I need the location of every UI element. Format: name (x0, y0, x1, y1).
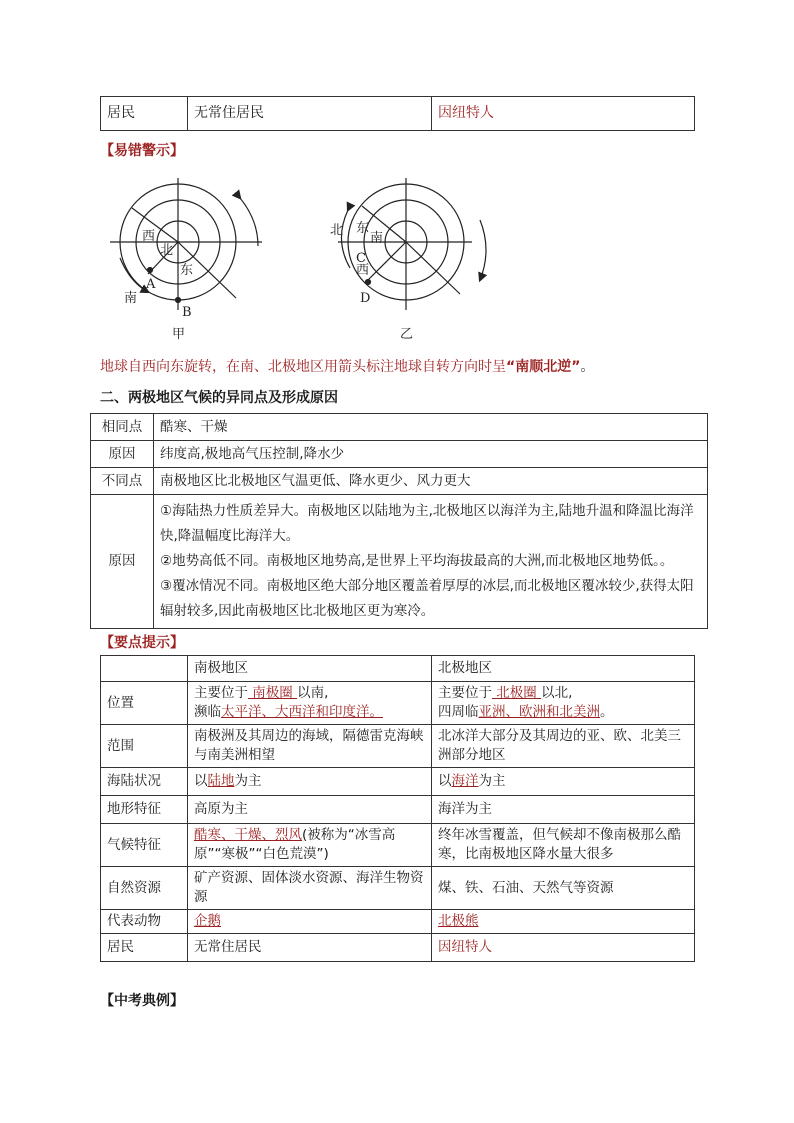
position-south-line2-pre: 濒临 (194, 704, 221, 720)
rotation-note-highlight: “南顺北逆” (506, 359, 581, 375)
north-cell: 因纽特人 (432, 97, 695, 131)
keypoints-table (100, 655, 695, 962)
warning-heading: 【易错警示】 (100, 143, 184, 159)
jia-south-label: 南 (124, 291, 138, 306)
keypoints-heading: 【要点提示】 (100, 635, 184, 651)
table-row (101, 768, 695, 796)
antarctic-circle: 南极圈 (248, 685, 298, 701)
land-sea-south (188, 768, 432, 796)
jia-point-b: B (182, 305, 192, 320)
climate-north: 终年冰雪覆盖，但气候却不像南极那么酷寒，比南极地区降水量大很多 (432, 824, 695, 867)
jia-west-label: 西 (142, 229, 156, 244)
yi-point-c: C (356, 251, 366, 266)
yi-north-label: 北 (330, 223, 344, 238)
position-south (188, 682, 432, 725)
row-content: 酷寒、干燥 (154, 414, 708, 441)
arctic-circle: 北极圈 (492, 685, 542, 701)
table-row (101, 656, 695, 682)
resources-north: 煤、铁、石油、天然气等资源 (432, 867, 695, 910)
table-row (101, 682, 695, 725)
top-residents-table (100, 96, 695, 131)
position-north (432, 682, 695, 725)
polar-rotation-diagrams (100, 170, 520, 345)
row-label: 气候特征 (101, 824, 188, 867)
row-label: 位置 (101, 682, 188, 725)
jia-north-label: 北 (160, 243, 174, 258)
table-row (91, 414, 708, 441)
jia-point-a: A (146, 277, 156, 292)
animal-south (188, 910, 432, 934)
yi-south-label: 南 (370, 231, 384, 246)
climate-south (188, 824, 432, 867)
rotation-note-end: 。 (580, 359, 595, 375)
row-content: 南极地区比北极地区气温更低、降水更少、风力更大 (154, 468, 708, 495)
row-label: 地形特征 (101, 796, 188, 824)
table-row (101, 725, 695, 768)
jia-caption: 甲 (172, 327, 186, 342)
row-label: 海陆状况 (101, 768, 188, 796)
polar-bear: 北极熊 (438, 913, 479, 929)
land-sea-north-pre: 以 (438, 773, 452, 789)
row-label: 范围 (101, 725, 188, 768)
example-heading: 【中考典例】 (100, 993, 184, 1009)
animal-north (432, 910, 695, 934)
position-north-line2-pre: 四周临 (438, 704, 479, 720)
table-row (91, 495, 708, 629)
table-row (101, 910, 695, 934)
land-sea-south-pre: 以 (194, 773, 208, 789)
resources-south: 矿产资源、固体淡水资源、海洋生物资源 (188, 867, 432, 910)
row-label: 原因 (91, 495, 154, 629)
yi-caption: 乙 (400, 327, 414, 342)
header-north: 北极地区 (432, 656, 695, 682)
land-sea-south-key: 陆地 (207, 773, 235, 789)
land-sea-south-post: 为主 (234, 773, 262, 789)
row-label: 自然资源 (101, 867, 188, 910)
climate-south-key: 酷寒、干燥、烈风 (194, 827, 302, 843)
yi-point-d: D (360, 291, 371, 306)
table-row (101, 97, 695, 131)
row-label: 居民 (101, 97, 188, 131)
south-cell: 无常住居民 (188, 97, 432, 131)
north-continents: 亚洲、欧洲和北美洲 (478, 704, 600, 720)
jia-east-label: 东 (180, 263, 194, 278)
position-north-post: 以北, (541, 685, 573, 701)
position-south-post: 以南, (297, 685, 329, 701)
table-row (101, 796, 695, 824)
section2-title: 二、两极地区气候的异同点及形成原因 (100, 390, 338, 406)
row-label: 原因 (91, 441, 154, 468)
table-row (101, 824, 695, 867)
table-row (91, 441, 708, 468)
position-north-line2-post: 。 (600, 704, 614, 720)
land-sea-north-key: 海洋 (451, 773, 479, 789)
scope-south: 南极洲及其周边的海域，隔德雷克海峡与南美洲相望 (188, 725, 432, 768)
row-label: 代表动物 (101, 910, 188, 934)
header-blank (101, 656, 188, 682)
climate-south-rest: (被称为“冰雪高原”“寒极”“白色荒漠”) (194, 827, 396, 862)
reason-item: ②地势高低不同。南极地区地势高,是世界上平均海拔最高的大洲,而北极地区地势低。。 (160, 553, 674, 569)
rotation-note-main: 地球自西向东旋转，在南、北极地区用箭头标注地球自转方向时呈 (100, 359, 506, 375)
terrain-south: 高原为主 (188, 796, 432, 824)
penguin: 企鹅 (194, 913, 221, 929)
position-south-pre: 主要位于 (194, 685, 248, 701)
row-label: 相同点 (91, 414, 154, 441)
table-row (101, 867, 695, 910)
yi-west-label: 西 (356, 263, 370, 278)
table-row (101, 934, 695, 962)
header-south: 南极地区 (188, 656, 432, 682)
row-content: 纬度高,极地高气压控制,降水少 (154, 441, 708, 468)
row-label: 不同点 (91, 468, 154, 495)
row-label: 居民 (101, 934, 188, 962)
reasons-cell (154, 495, 708, 629)
climate-table (90, 413, 708, 629)
position-north-pre: 主要位于 (438, 685, 492, 701)
rotation-note (100, 356, 594, 376)
residents-north: 因纽特人 (432, 934, 695, 962)
land-sea-north (432, 768, 695, 796)
reason-item: ③覆冰情况不同。南极地区绝大部分地区覆盖着厚厚的冰层,而北极地区覆冰较少,获得太阳辐射较多,因此南极地区比北极地区更为寒冷。 (160, 578, 694, 619)
residents-south: 无常住居民 (188, 934, 432, 962)
table-row (91, 468, 708, 495)
land-sea-north-post: 为主 (478, 773, 506, 789)
scope-north: 北冰洋大部分及其周边的亚、欧、北美三洲部分地区 (432, 725, 695, 768)
yi-east-label: 东 (356, 221, 370, 236)
reason-item: ①海陆热力性质差异大。南极地区以陆地为主,北极地区以海洋为主,陆地升温和降温比海洋快,降温幅度比海洋大。 (160, 503, 694, 544)
south-oceans: 太平洋、大西洋和印度洋。 (221, 704, 383, 720)
terrain-north: 海洋为主 (432, 796, 695, 824)
